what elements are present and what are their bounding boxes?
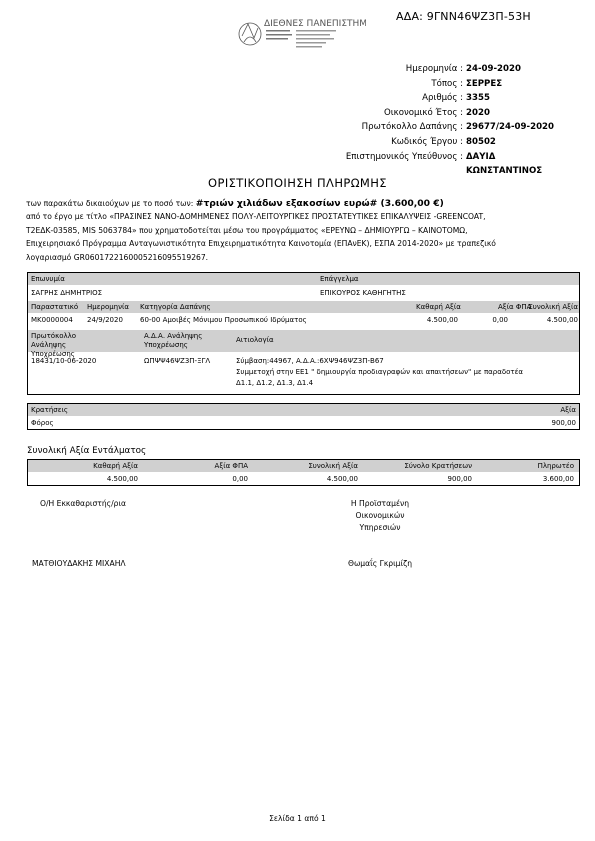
totals-deductions-header: Σύνολο Κρατήσεων <box>404 462 472 470</box>
meta-value: ΔΑΥΙΔ <box>466 151 496 162</box>
head-role-2: Οικονομικών <box>355 511 405 520</box>
totals-payable: 3.600,00 <box>542 475 574 483</box>
reason-header: Αιτιολογία <box>236 336 274 344</box>
total-header: Συνολική Αξία <box>528 303 578 311</box>
protocol-number: 18431/10-06-2020 <box>31 357 97 365</box>
beneficiary-table <box>27 272 580 395</box>
meta-label: Πρωτόκολλο Δαπάνης : <box>361 122 463 133</box>
expense-category: 60-00 Αμοιβές Μόνιμου Προσωπικού Ιδρύματος <box>140 316 307 324</box>
paragraph-line-5: λογαριασμό GR0601722160005216095519267. <box>26 252 209 262</box>
deduction-value: 900,00 <box>551 419 576 427</box>
paragraph-line-4: Επιχειρησιακό Πρόγραμμα Ανταγωνιστικότητα Επιχειρηματικότητα Καινοτομία (ΕΠΑνΕΚ), ΕΣΠΑ 2014-2020» με τραπεζικό <box>26 239 496 249</box>
meta-label: Οικονομικό Έτος : <box>384 107 463 118</box>
page-number: Σελίδα 1 από 1 <box>269 814 326 823</box>
payment-amount: #τριών χιλιάδων εξακοσίων ευρώ# (3.600,00 €) <box>195 198 444 209</box>
net-header: Καθαρή Αξία <box>416 303 461 311</box>
date-header: Ημερομηνία <box>87 303 130 311</box>
liquidator-role: Ο/Η Εκκαθαριστής/ρια <box>40 499 127 508</box>
meta-value: 80502 <box>466 136 496 147</box>
meta-row-scientific-lead <box>300 152 580 167</box>
header-band <box>28 404 579 416</box>
deductions-value-header: Αξία <box>560 406 576 414</box>
meta-value: 2020 <box>466 107 490 118</box>
meta-row-date <box>300 64 580 79</box>
meta-label: Τόπος : <box>431 78 463 89</box>
deductions-header: Κρατήσεις <box>31 406 68 414</box>
totals-total: 4.500,00 <box>326 475 358 483</box>
totals-net-header: Καθαρή Αξία <box>93 462 138 470</box>
svg-text:ΔΙΕΘΝΕΣ ΠΑΝΕΠΙΣΤΗΜΙΟ: ΔΙΕΘΝΕΣ ΠΑΝΕΠΙΣΤΗΜΙΟ <box>264 19 366 29</box>
vat-value: 0,00 <box>492 316 508 324</box>
doc-number: ΜΚ0000004 <box>31 316 73 324</box>
totals-deductions: 900,00 <box>447 475 472 483</box>
doc-header: Παραστατικό <box>31 303 79 311</box>
meta-label: Ημερομηνία : <box>405 64 463 74</box>
meta-row-project-code <box>300 137 580 152</box>
meta-label: Αριθμός : <box>422 93 463 104</box>
deduction-name: Φόρος <box>31 419 54 427</box>
liquidator-name: ΜΑΤΘΙΟΥΔΑΚΗΣ ΜΙΧΑΗΛ <box>32 559 126 568</box>
meta-label: Κωδικός Έργου : <box>391 136 463 147</box>
head-role-3: Υπηρεσιών <box>359 523 401 532</box>
totals-net: 4.500,00 <box>106 475 138 483</box>
meta-label: Επιστημονικός Υπεύθυνος : <box>345 151 463 162</box>
university-logo <box>236 12 366 54</box>
totals-vat: 0,00 <box>232 475 248 483</box>
payment-description <box>26 197 581 264</box>
meta-value: 3355 <box>466 93 490 104</box>
net-value: 4.500,00 <box>426 316 458 324</box>
reason-line-1: Σύμβαση:44967, Α.Δ.Α.:6ΧΨ946ΨΖ3Π-Β67 <box>236 357 384 365</box>
meta-value: ΚΩΝΣΤΑΝΤΙΝΟΣ <box>466 166 543 177</box>
totals-table <box>27 459 580 486</box>
paragraph-line-3: Τ2ΕΔΚ-03585, MIS 5063784» που χρηματοδοτείται μέσω του προγράμματος «ΕΡΕΥΝΩ – ΔΗΜΙΟΥΡΓΩ – ΚΑΙΝΟΤΟΜΩ, <box>26 225 468 235</box>
category-header: Κατηγορία Δαπάνης <box>140 303 211 311</box>
total-value: 4.500,00 <box>546 316 578 324</box>
reason-line-2: Συμμετοχή στην ΕΕ1 " δημιουργία προδιαγραφών και απαιτήσεων" με παραδοτέα <box>236 368 524 376</box>
paragraph-line-1 <box>26 197 581 210</box>
meta-value: 24-09-2020 <box>466 64 521 74</box>
surname-header: Επωνυμία <box>31 275 65 283</box>
ada-code: ΑΔΑ: 9ΓΝΝ46ΨΖ3Π-53Η <box>396 10 531 23</box>
meta-row-number <box>300 93 580 108</box>
doc-date: 24/9/2020 <box>87 316 123 324</box>
protocol-header: Πρωτόκολλο Ανάληψης Υποχρέωσης <box>31 332 77 358</box>
ada-header: Α.Δ.Α. Ανάληψης Υποχρέωσης <box>144 332 203 349</box>
document-title: ΟΡΙΣΤΙΚΟΠΟΙΗΣΗ ΠΛΗΡΩΜΗΣ <box>208 176 387 190</box>
beneficiary-profession: ΕΠΙΚΟΥΡΟΣ ΚΑΘΗΓΗΤΗΣ <box>320 289 406 297</box>
meta-value: 29677/24-09-2020 <box>466 122 555 133</box>
meta-value: ΣΕΡΡΕΣ <box>466 78 503 89</box>
vat-header: Αξία ΦΠΑ <box>498 303 532 311</box>
meta-row-place <box>300 79 580 94</box>
header-band <box>28 273 579 285</box>
head-role-1: Η Προϊσταμένη <box>350 499 410 508</box>
beneficiary-surname: ΣΑΓΡΗΣ ΔΗΜΗΤΡΙΟΣ <box>31 289 103 297</box>
head-name: Θωμαΐς Γκριμίζη <box>347 559 413 568</box>
ada-number: ΩΠΨΨ46ΨΖ3Π-ΞΓΛ <box>144 357 211 365</box>
totals-vat-header: Αξία ΦΠΑ <box>214 462 248 470</box>
paragraph-intro: των παρακάτω δικαιούχων με το ποσό των: <box>26 199 194 208</box>
document-meta <box>300 64 580 181</box>
reason-line-3: Δ1.1, Δ1.2, Δ1.3, Δ1.4 <box>236 379 314 387</box>
totals-total-header: Συνολική Αξία <box>308 462 358 470</box>
meta-row-protocol <box>300 122 580 137</box>
profession-header: Επάγγελμα <box>320 275 359 283</box>
paragraph-line-2: από το έργο με τίτλο «ΠΡΑΣΙΝΕΣ ΝΑΝΟ-ΔΟΜΗΜΕΝΕΣ ΠΟΛΥ-ΛΕΙΤΟΥΡΓΙΚΕΣ ΠΡΟΣΤΑΤΕΥΤΙΚΕΣ ΕΠΙΚΑΛΥΨΕΙΣ -GREENCOAT, <box>26 212 486 222</box>
totals-heading: Συνολική Αξία Εντάλματος <box>27 446 147 456</box>
deductions-table <box>27 403 580 430</box>
totals-payable-header: Πληρωτέο <box>537 462 574 470</box>
meta-row-fiscal-year <box>300 108 580 123</box>
